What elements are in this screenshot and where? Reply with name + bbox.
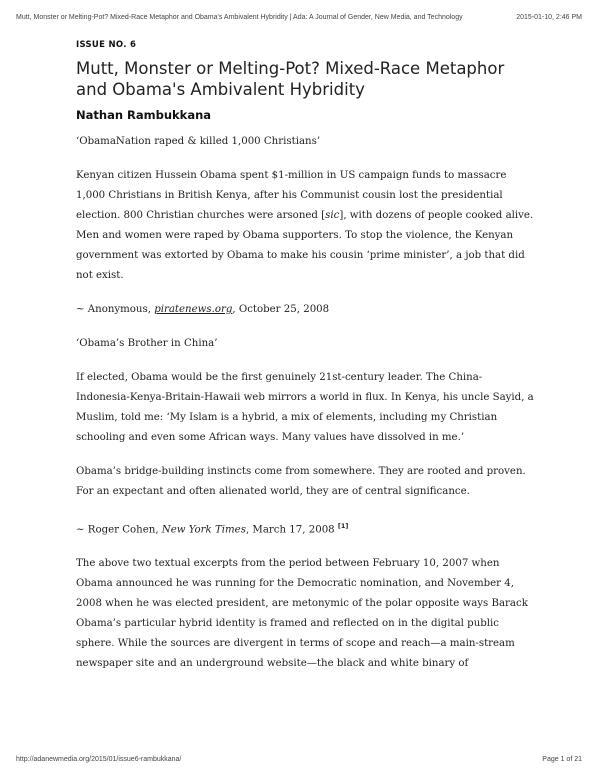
article-content	[76, 40, 534, 688]
attr2-source: New York Times	[161, 524, 246, 536]
print-header-datetime: 2015-01-10, 2:46 PM	[516, 14, 582, 21]
quote2-paragraph-1: If elected, Obama would be the first genuinely 21st-century leader. The China-Indonesia-Kenya-Britain-Hawaii web mirrors a world in flux. In Kenya, his uncle Sayid, a Muslim, told me: ‘My Islam is a hybrid, a mix of elements, including my Christian schooling and even some African ways. Many values have dissolved in me.’	[76, 372, 534, 443]
article-author: Nathan Rambukkana	[76, 108, 212, 122]
quote1-title: ‘ObamaNation raped & killed 1,000 Christians’	[76, 136, 321, 147]
issue-label: ISSUE NO. 6	[76, 40, 137, 50]
quote1-body-b: ], with dozens of people cooked alive. Men and women were raped by Obama supporters. To stop the violence, the Kenyan government was extorted by Obama to make his cousin ‘prime minister’, a job that did not exist.	[76, 210, 534, 281]
body-paragraph-1: The above two textual excerpts from the period between February 10, 2007 when Obama announced he was running for the Democratic nomination, and November 4, 2008 when he was elected president, are metonymic of the polar opposite ways Barack Obama’s particular hybrid identity is framed and reflected on in the digital public sphere. While the sources are divergent in terms of scope and reach—a main-stream newspaper site and an underground website—the black and white binary of	[76, 558, 528, 670]
quote1-sic: sic	[325, 210, 340, 221]
attr1-source-link[interactable]: piratenews.org	[154, 304, 233, 315]
article-title: Mutt, Monster or Melting-Pot? Mixed-Race Metaphor and Obama's Ambivalent Hybridity	[76, 59, 505, 99]
footnote-link[interactable]: [1]	[337, 522, 349, 530]
quote2-attribution	[76, 516, 534, 540]
quote1-attribution	[76, 300, 534, 320]
print-footer-url: http://adanewmedia.org/2015/01/issue6-rambukkana/	[16, 756, 182, 763]
attr2-date: , March 17, 2008	[245, 524, 338, 536]
attr1-date: , October 25, 2008	[232, 304, 330, 315]
quote1-body-a: Kenyan citizen Hussein Obama spent $1-million in US campaign funds to massacre 1,000 Christians in British Kenya, after his Communist cousin lost the presidential election. 800 Christian churches were arsoned [	[76, 170, 507, 221]
print-header-title: Mutt, Monster or Melting-Pot? Mixed-Race Metaphor and Obama's Ambivalent Hybridity | Ada: A Journal of Gender, New Media, and Technology	[16, 14, 463, 21]
print-footer-page: Page 1 of 21	[542, 756, 582, 763]
attr2-prefix: ~ Roger Cohen,	[76, 524, 162, 536]
quote2-paragraph-2: Obama’s bridge-building instincts come from somewhere. They are rooted and proven. For an expectant and often alienated world, they are of central significance.	[76, 466, 526, 497]
attr1-prefix: ~ Anonymous,	[76, 304, 155, 315]
quote2-title: ‘Obama’s Brother in China’	[76, 338, 218, 349]
quote1-body	[76, 166, 534, 286]
